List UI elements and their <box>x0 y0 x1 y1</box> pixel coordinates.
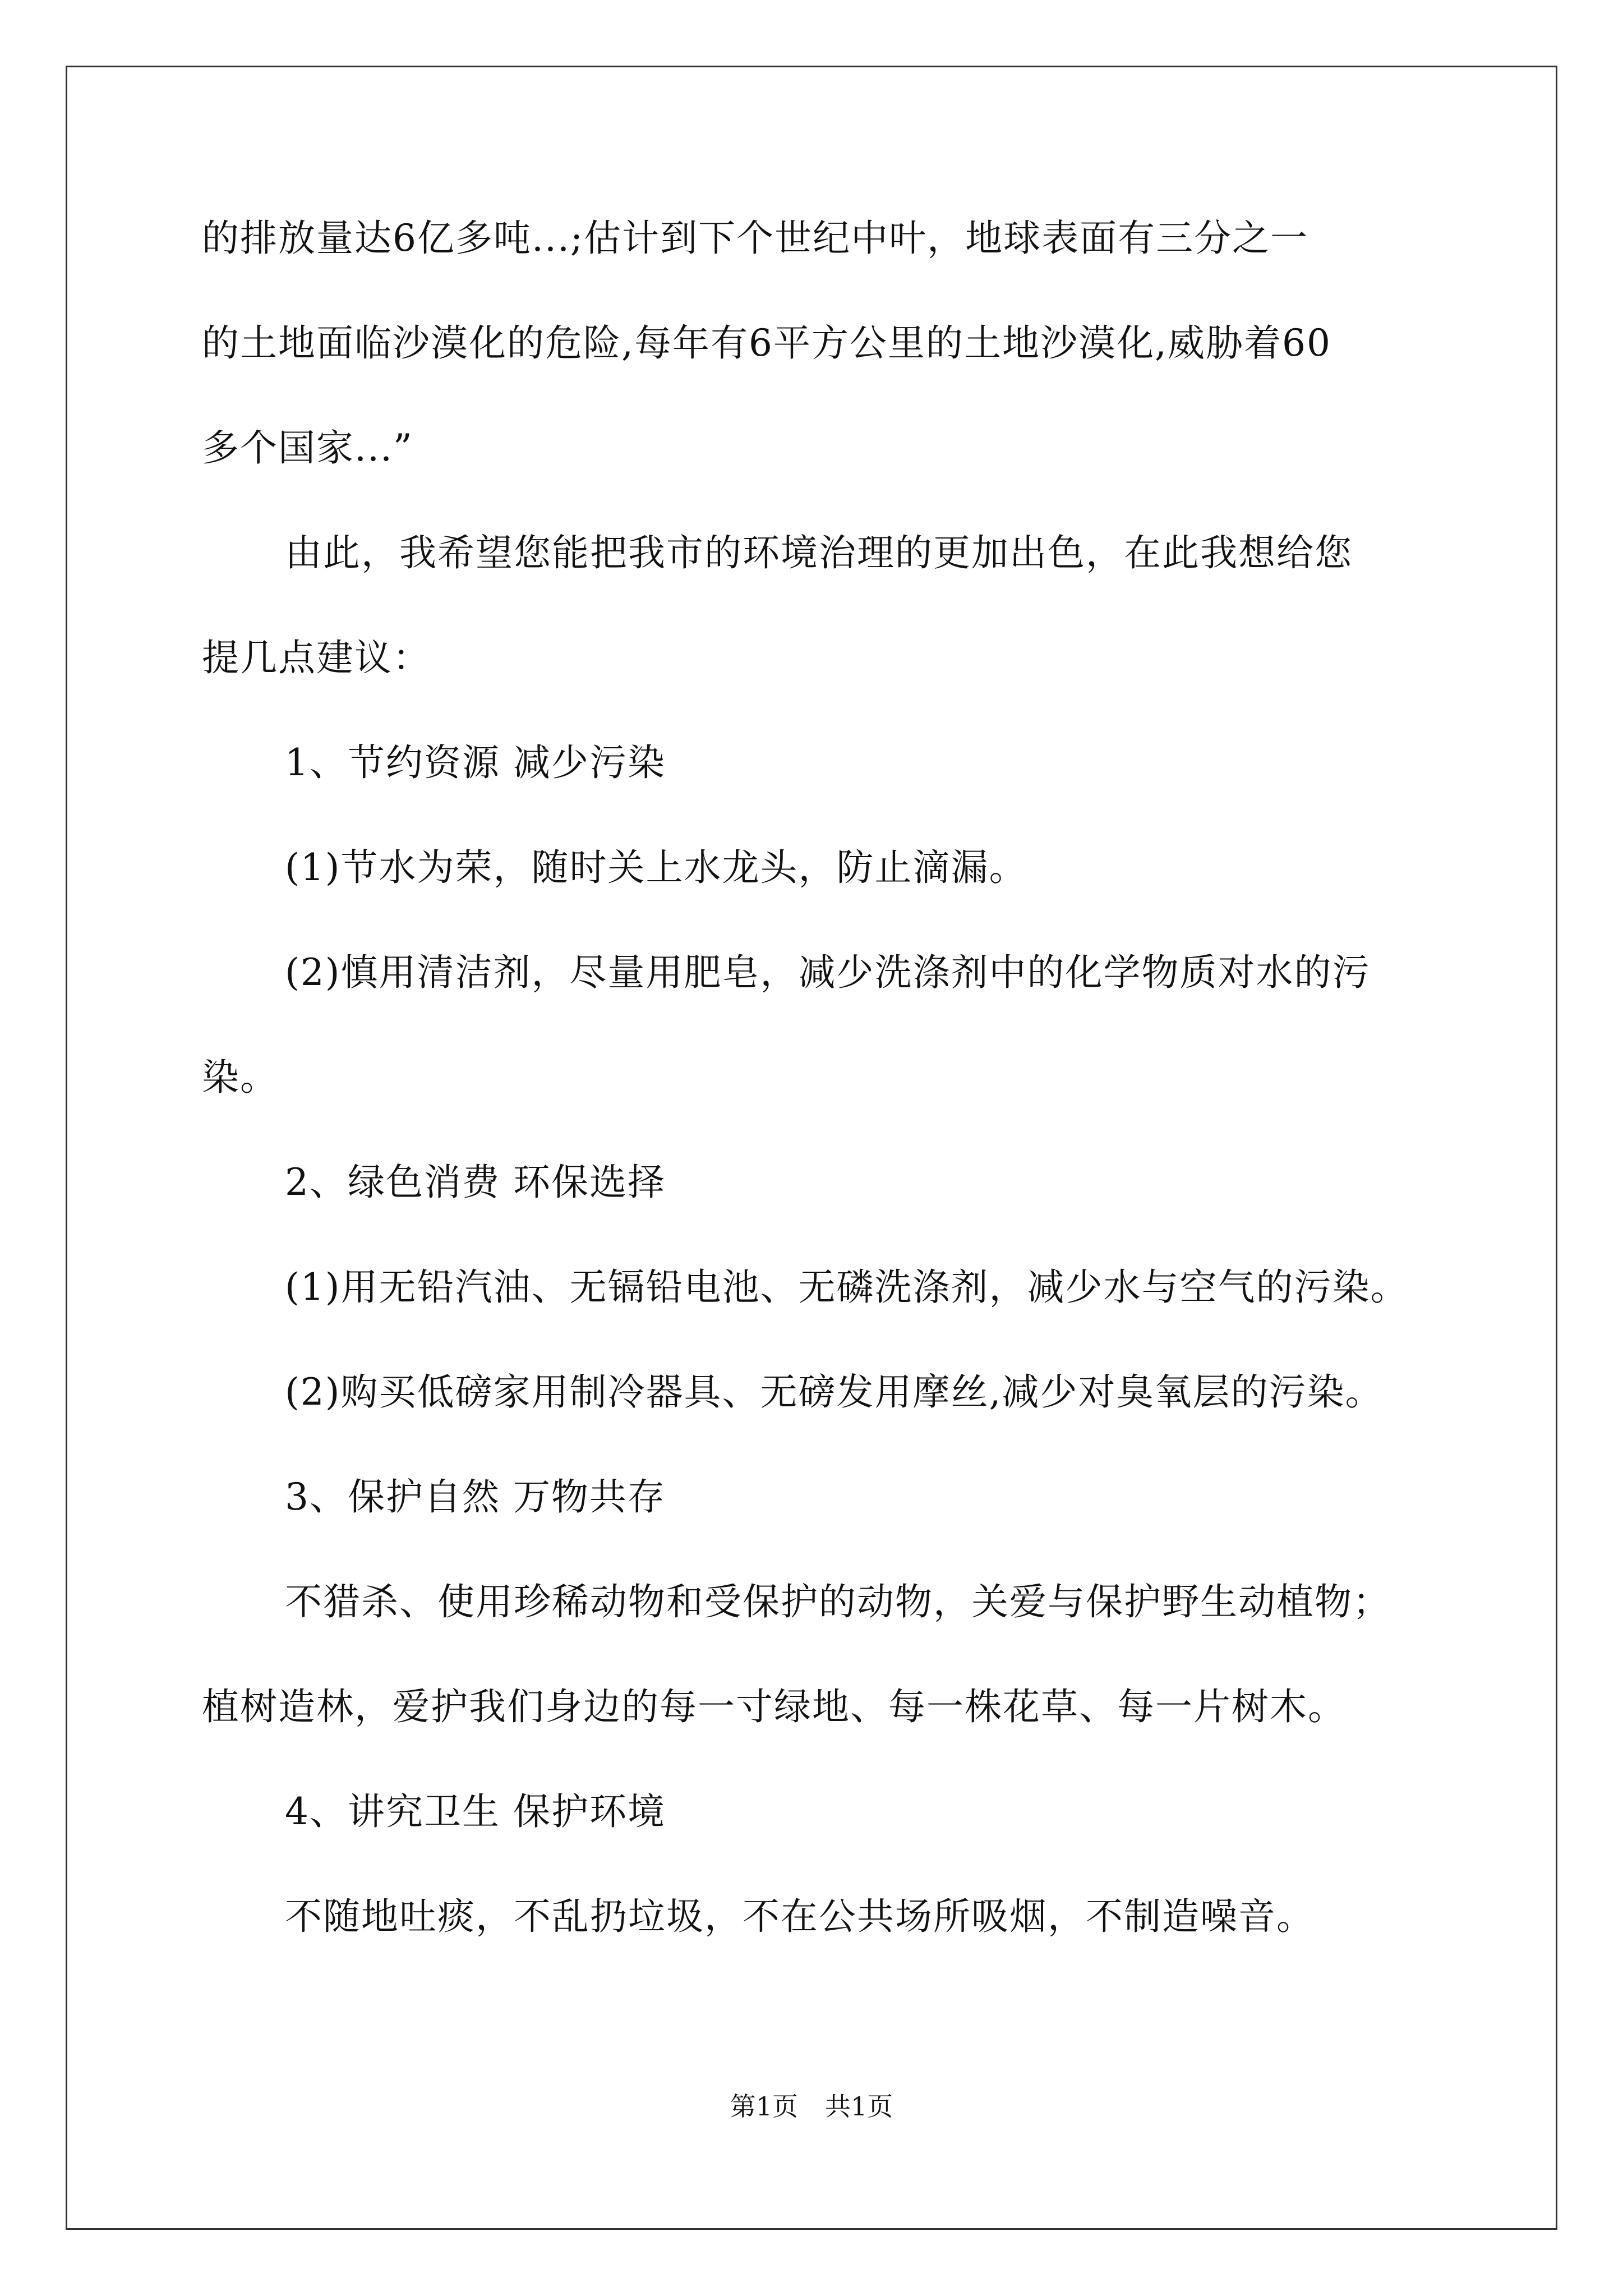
text-line-8: (2)慎用清洁剂，尽量用肥皂，减少洗涤剂中的化学物质对水的污 <box>285 951 1371 994</box>
text-line-3: 多个国家...” <box>202 426 413 470</box>
page-footer <box>0 2090 1623 2123</box>
page-number-current: 第1页 <box>730 2091 798 2122</box>
text-line-1: 的排放量达6亿多吨...;估计到下个世纪中叶，地球表面有三分之一 <box>202 217 1309 260</box>
text-line-4: 由此，我希望您能把我市的环境治理的更加出色，在此我想给您 <box>285 531 1353 574</box>
page-number-total: 共1页 <box>825 2091 893 2122</box>
section-heading-1: 1、节约资源 减少污染 <box>285 741 666 784</box>
document-body <box>202 213 1424 1996</box>
text-line-11: (1)用无铅汽油、无镉铅电池、无磷洗涤剂，减少水与空气的污染。 <box>285 1266 1409 1309</box>
text-line-9: 染。 <box>202 1056 278 1099</box>
text-line-2: 的土地面临沙漠化的危险,每年有6平方公里的土地沙漠化,威胁着60 <box>202 321 1331 365</box>
text-line-17: 不随地吐痰，不乱扔垃圾，不在公共场所吸烟，不制造噪音。 <box>285 1895 1315 1938</box>
text-line-5: 提几点建议： <box>202 636 431 679</box>
section-heading-3: 3、保护自然 万物共存 <box>285 1475 666 1519</box>
section-heading-4: 4、讲究卫生 保护环境 <box>285 1790 666 1833</box>
text-line-12: (2)购买低磅家用制冷器具、无磅发用摩丝,减少对臭氧层的污染。 <box>285 1370 1384 1414</box>
text-line-15: 植树造林，爱护我们身边的每一寸绿地、每一株花草、每一片树木。 <box>202 1685 1346 1728</box>
text-line-14: 不猎杀、使用珍稀动物和受保护的动物，关爱与保护野生动植物； <box>285 1580 1391 1623</box>
text-line-7: (1)节水为荣，随时关上水龙头，防止滴漏。 <box>285 846 1027 889</box>
section-heading-2: 2、绿色消费 环保选择 <box>285 1161 666 1204</box>
